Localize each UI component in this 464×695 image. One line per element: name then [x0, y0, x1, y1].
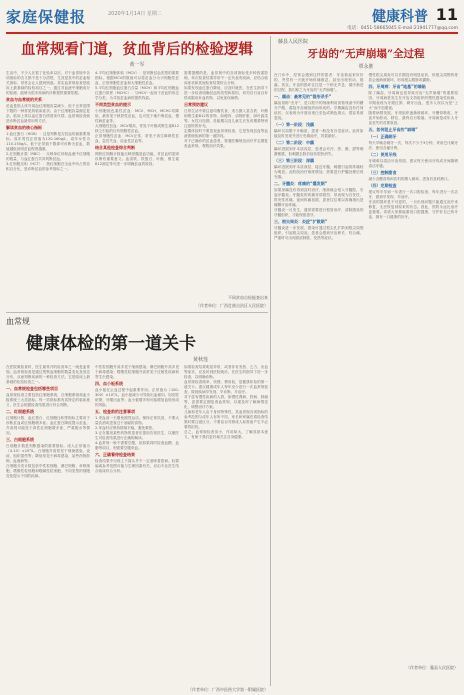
article-3-title: 牙齿的“无声崩塌”全过程 — [307, 48, 425, 60]
article-2-title: 健康体检的第一道关卡 — [26, 334, 196, 354]
paragraph: 牙髓炎进一步发展，感染可通过根尖孔扩散到根尖周围组织，引起根尖周炎。患者会感到牙齿伸长、咬合痛，严重时可出现面部肿胀、发热等症状。 — [274, 226, 364, 240]
subheading: 五、如何阻止牙齿的“崩塌” — [368, 127, 418, 132]
paragraph: 红细胞计数、血红蛋白、红细胞压积等指标主要用于诊断贫血或红细胞增多症。血红蛋白降低提示贫血，升高则可能见于真性红细胞增多症、严重脱水等情况。 — [6, 416, 90, 435]
article-3-author: 覃永胜 — [358, 64, 374, 70]
paragraph: 如果发现血红蛋白降低，应及时就医，在医生指导下进一步检查明确贫血的类型和原因，切勿自行盲目补铁或服用补血药物，以免延误病情。 — [184, 86, 268, 100]
paragraph: 4.血常规一般不需要空腹，但如果同时检查血糖、血脂等项目，则需要空腹采血。 — [95, 441, 179, 450]
paragraph: 2.红细胞计数（RBC）：反映单位体积血液中红细胞的数量，与血红蛋白共同判断贫血。 — [6, 152, 90, 161]
article-2-col-1 — [6, 365, 90, 685]
right-column — [274, 36, 458, 671]
paragraph: 如果深龋没有得到及时治疗，细菌就会侵入牙髓腔，引起牙髓炎。牙髓炎的疼痛非常剧烈，常表现为自发性、阵发性疼痛，夜间疼痛加剧，患者往往难以准确指出是哪颗牙齿疼痛。 — [274, 188, 364, 207]
paragraph: 5.平均红细胞血红蛋白含量（MCH）和平均红细胞血红蛋白浓度（MCHC）：与MCV一起用于贫血的形态学分类，为寻找贫血病因提供线索。 — [95, 86, 179, 100]
article-2-col-2 — [95, 365, 179, 685]
subheading: 二、红细胞系统 — [6, 409, 34, 414]
page-number: 11 — [435, 5, 458, 24]
paragraph: 每天早晚各刷牙一次，每次不少于3分钟，采用巴氏刷牙法，使用含氟牙膏。 — [368, 141, 458, 150]
contact-info: 电话：0451-58665045 E-mail:21941777@qq.com — [347, 26, 458, 31]
article-2 — [6, 316, 268, 693]
paragraph: 儿童和老年人由于身体特殊性，其血常规各项指标的参考范围与成年人有所不同，家长和家属在看检查结果时要注意区分，不要盲目对照成人标准而产生不必要的担忧。 — [184, 410, 268, 429]
paragraph: 龋坏进展到牙本质浅层，患者会对冷、热、酸、甜等刺激敏感，但刺激去除后症状很快消失。 — [274, 147, 364, 156]
paragraph: 龋齿俗称“虫牙”，是口腔中的细菌利用食物残渣中的糖分产酸，腐蚀牙齿硬组织而形成的。早期龋齿没有任何症状，仅表现为牙面出现白垩色或褐色斑点，很容易被忽视。 — [274, 101, 364, 120]
subheading: 二、牙髓炎：疼痛的“爆发期” — [274, 181, 328, 186]
paragraph: 建议每半年到一年进行一次口腔检查，每年进行一次洁牙，做到早发现、早治疗。 — [368, 190, 458, 199]
article-1-author: 黄一军 — [129, 62, 145, 68]
article-1-col-1 — [6, 71, 90, 293]
subheading: （一）正确刷牙 — [368, 134, 397, 139]
issue-date: 2020年1月14日 星期二 — [108, 11, 162, 17]
subheading: 三、根尖周炎：炎症“扩散期” — [274, 219, 328, 224]
subheading: 五、检查前的注意事项 — [95, 409, 135, 414]
paragraph: 生活中，不少人在看了化验单以后，对于血常规中各项指标的含义都不是十分清楚，尤其是其中的贫血相关指标，常常会让人感到困惑。其实血常规检查是临床上最基础的检验项目之一，通过对血液中细胞成分的检测，能够为很多疾病的诊断提供重要依据。 — [6, 71, 90, 95]
article-3-kicker: 藤县人民医院 — [278, 39, 309, 45]
paragraph: 慢性根尖周炎可以长期没有明显症状，但根尖周围的骨质会逐渐被破坏，形成根尖脓肿或囊肿。 — [368, 73, 458, 82]
subheading: 贫血与血常规的关系 — [6, 97, 42, 102]
paragraph: 小细胞低色素性贫血：MCV、MCH、MCHC均降低，最常见于缺铁性贫血，也可见于地中海贫血、慢性病贫血等。 — [95, 109, 179, 123]
article-2-body — [6, 365, 268, 685]
subheading: 解读贫血的核心指标 — [6, 125, 42, 130]
paragraph: 3.正在服用某些药物的患者应提前告知医生，以便医生对检查结果进行正确的解读。 — [95, 431, 179, 440]
article-1-title: 血常规看门道，贫血背后的检验逻辑 — [21, 41, 253, 58]
paragraph: 2.采血时应保持情绪平稳，避免紧张。 — [95, 426, 156, 430]
article-1-col-3 — [184, 71, 268, 293]
paragraph: 牙髓炎一旦发生，通常需要进行根管治疗，清除感染的牙髓组织，才能保留患牙。 — [274, 208, 364, 217]
paragraph: 龋坏进展到牙本质深层，接近牙髓，刺激引起的疼痛较为明显。此阶段治疗难度增加，需要进行护髓处理后再充填。 — [274, 165, 364, 179]
paragraph: 白细胞分类计数包括中性粒细胞、淋巴细胞、单核细胞、嗜酸性粒细胞和嗜碱性粒细胞，不同类型的细胞变化提示不同的疾病。 — [6, 464, 90, 478]
subheading: 一、血常规检查包括哪些项目 — [6, 386, 58, 391]
paragraph: 血小板在止血过程中起重要作用。正常值为（100-300）×10⁹/L。血小板减少可导致出血倾向，如皮肤瘀斑、牙龈出血等；血小板增多则可能增加血栓形成的风险。 — [95, 388, 179, 407]
paragraph: 随着病情发展，牙周组织逐渐被破坏，牙槽骨吸收，牙齿开始松动、移位，最终自行脱落。牙周病是成年人牙齿丧失的首要原因。 — [368, 111, 458, 125]
subheading: （二）第二阶段：中龋 — [274, 140, 314, 145]
paragraph: 龋坏仅局限于牙釉质，患者一般没有自觉症状。此时如能及时发现并进行充填治疗，效果最好。 — [274, 129, 364, 138]
paragraph: 血常规检查简单、快捷、费用低，是健康体检的第一道关卡。建议健康成年人每年至少进行一次血常规检查，做到疾病早发现、早诊断、早治疗。 — [184, 380, 268, 394]
subheading: 不同类型贫血的提示 — [95, 102, 131, 107]
subheading: 六、正确看待检查结果 — [95, 452, 135, 457]
paragraph: 4.平均红细胞体积（MCV）：是判断贫血类型的重要指标。根据MCV的数值可以将贫血分为小细胞性贫血、正常细胞性贫血和大细胞性贫血。 — [95, 71, 179, 85]
paragraph: 除了龋齿，牙周病也是导致牙齿“无声崩塌”的重要原因。牙周病是发生在牙齿支持组织的慢性感染性疾病，早期表现为牙龈红肿、刷牙出血，很多人误以为是“上火”而不加重视。 — [368, 91, 458, 110]
section-title: 健康科普 — [372, 9, 428, 25]
article-2-source: （作者单位：广西中医药大学第一附属医院） — [188, 687, 268, 692]
paragraph: 贫血是指人体外周血红细胞容量减少，低于正常范围下限的一种常见的临床症状。由于红细胞容量测定复杂，临床上常以血红蛋白浓度来代替。血常规检查就是诊断贫血最常用的方法。 — [6, 104, 90, 123]
paragraph: 检查结果中出现上下箭头并不一定意味着患病。轻微偏离参考范围可能与生理因素有关，应由专业医生结合临床综合分析。 — [95, 459, 179, 473]
paragraph: 日常生活中要注意均衡饮食，适当摄入富含铁、叶酸和维生素B12的食物，如瘦肉、动物肝脏、绿叶蔬菜等。女性月经期、妊娠期以及儿童生长发育期要特别注意铁的补充。 — [184, 109, 268, 128]
paragraph: 需要提醒的是，血常规中的各项指标受多种因素影响，单次检查结果异常不一定代表有疾病，应结合临床症状和其他检查结果综合分析。 — [184, 71, 268, 85]
paragraph: 3.红细胞压积（HCT）：指红细胞在全血中所占的容积百分比，是诊断贫血的参考指标之一。 — [6, 162, 90, 171]
page-header — [6, 4, 458, 34]
article-1-body — [6, 71, 268, 293]
paragraph: 1.采血前一天避免剧烈运动，保持正常饮食，不要大量饮酒或进食过于油腻的食物。 — [95, 416, 179, 425]
subheading: 三、白细胞系统 — [6, 437, 34, 442]
brand-title: 家庭保健报 — [6, 8, 87, 26]
article-1-note: 不同贫血自检能查出来 — [228, 295, 268, 300]
paragraph: 如果检查结果明显异常，或者伴有发热、乏力、出血等症状，应及时到医院就诊，在医生的指导下进一步检查，以明确诊断。 — [184, 365, 268, 379]
paragraph: 正常细胞性贫血：MCV正常，常见于再生障碍性贫血、急性失血、溶血性贫血等。 — [95, 134, 179, 143]
article-3 — [274, 38, 458, 671]
paragraph: 在门诊中，经常会遇到这样的患者：牙齿看起来好好的，突然有一天就开始疼痛难忍，甚至出现松动、脱落。其实，牙齿的损坏往往是一个悄无声息、循序渐进的过程，我们称之为牙齿的“无声崩塌”。 — [274, 73, 364, 92]
paragraph: 对于患有慢性疾病的人群，如慢性肾病、肝病、肿瘤等，更需要定期复查血常规，以便及时了解病情变化，调整治疗方案。 — [184, 395, 268, 409]
paragraph: 在医院做检查时，医生最常开的检查单之一就是血常规。血常规检查是通过观察血细胞的数量变化及形态分布，从而判断疾病的一种检查方法。它是临床上最基础的化验检查之一。 — [6, 365, 90, 384]
subheading: 四、血小板系统 — [95, 381, 123, 386]
subheading: 日常预防建议 — [184, 102, 208, 107]
paragraph: 大细胞性贫血：MCV增高，常见于叶酸或维生素B12缺乏引起的巨幼细胞性贫血。 — [95, 124, 179, 133]
paragraph: 减少含糖食物和饮料的摄入频率，进食后及时漱口。 — [368, 177, 452, 181]
article-2-tag: 血常规 — [6, 317, 30, 326]
subheading: 结合其他检查综合判断 — [95, 145, 135, 150]
paragraph: 总之，血常规检查虽小，作用却大，了解其基本意义，有助于我们更好地关注自身健康。 — [184, 430, 268, 439]
left-column — [6, 36, 268, 693]
paragraph: 对于已确诊的贫血患者，要遵医嘱规范治疗并定期复查血常规，观察治疗效果。 — [184, 139, 268, 148]
paragraph: 牙齿的损坏是不可逆的，一旦出现问题只能通过治疗来修复，无法恢复到原来的状态。因此，预防永远比治疗更重要。希望大家都能重视口腔健康，守护好自己的牙齿，拥有一口健康的好牙。 — [368, 200, 458, 219]
paragraph: 定期体检时不要忽视血常规检查，它是发现贫血等血液系统疾病的第一道防线。 — [184, 129, 268, 138]
article-separator — [6, 312, 268, 313]
article-1-source: （作者单位：广西壮族自治区人民医院） — [196, 303, 268, 308]
paragraph: 网织红细胞计数能反映骨髓造血功能，对贫血的鉴别诊断有重要意义。血清铁、铁蛋白、叶酸、维生素B12测定等可进一步明确贫血的原因。 — [95, 152, 179, 166]
subheading: （三）控制甜食 — [368, 170, 397, 175]
subheading: 四、牙周病：牙齿“地基”的塌陷 — [368, 84, 426, 89]
subheading: （一）第一阶段：浅龋 — [274, 122, 314, 127]
column-divider — [270, 36, 271, 686]
paragraph: 白细胞计数是判断感染的重要指标。成人正常值为（4-10）×10⁹/L。白细胞升高常见于细菌感染、炎症、组织损伤等；降低常见于病毒感染、某些药物影响、血液病等。 — [6, 444, 90, 463]
subheading: （三）第三阶段：深龋 — [274, 158, 314, 163]
article-1-col-2 — [95, 71, 179, 293]
article-3-source: （作者单位：藤县人民医院） — [406, 665, 458, 670]
paragraph: 中性粒细胞升高多见于细菌感染；淋巴细胞升高多见于病毒感染；嗜酸性粒细胞升高常见于过敏性疾病和寄生虫感染。 — [95, 365, 179, 379]
article-2-col-3 — [184, 365, 268, 685]
subheading: （二）使用牙线 — [368, 152, 397, 157]
article-3-col-1 — [274, 73, 364, 663]
article-3-body — [274, 73, 458, 663]
subheading: （四）定期检查 — [368, 183, 397, 188]
article-2-author: 黄秋莲 — [192, 357, 208, 363]
article-1 — [6, 38, 268, 309]
paragraph: 1.血红蛋白（HGB）：这是判断是否贫血的最重要指标。成年男性正常值为120-160g/L，成年女性为110-150g/L。低于正常值下限即可诊断为贫血，数值越低说明贫血程度越重。 — [6, 132, 90, 151]
subheading: 一、龋齿：最常见的“隐形杀手” — [274, 94, 332, 99]
paragraph: 血常规检查主要包括红细胞系统、白细胞系统和血小板系统三大类指标。每一类指标都有其特定的临床意义，医生会根据检查结果进行综合判断。 — [6, 393, 90, 407]
paragraph: 牙刷难以清洁牙齿邻面，建议每天使用牙线或牙间隙刷清洁牙缝。 — [368, 159, 458, 168]
article-3-col-2 — [369, 73, 459, 663]
